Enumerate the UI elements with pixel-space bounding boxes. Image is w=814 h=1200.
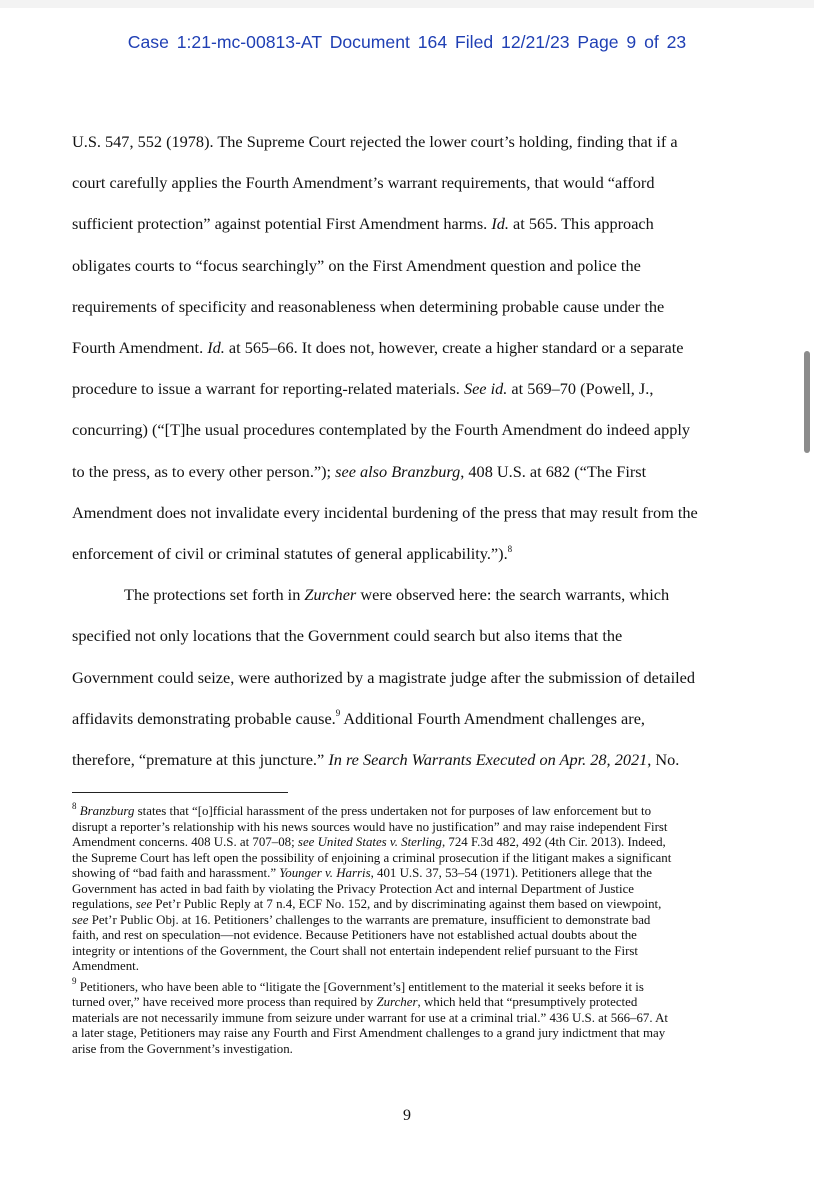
text-line: Amendment does not invalidate every incidental burdening of the press that may result from the <box>72 502 698 522</box>
text-line: requirements of specificity and reasonableness when determining probable cause under the <box>72 296 665 316</box>
text-line: specified not only locations that the Government could search but also items that the <box>72 626 623 646</box>
footnote-number: 8 <box>72 800 77 811</box>
case-header <box>0 32 814 53</box>
top-toolbar-strip <box>0 0 814 8</box>
footnote-line: a later stage, Petitioners may raise any Fourth and First Amendment challenges to a grand jury indictment that may <box>72 1026 666 1040</box>
text-line: Fourth Amendment. Id. at 565–66. It does not, however, create a higher standard or a separate <box>72 338 684 358</box>
case-number: Case 1:21-mc-00813-AT <box>127 32 322 52</box>
text-line: obligates courts to “focus searchingly” on the First Amendment question and police the <box>72 255 641 275</box>
footnote-line: Amendment. <box>72 959 139 973</box>
text-line: Government could seize, were authorized by a magistrate judge after the submission of detailed <box>72 667 695 687</box>
footnote-ref-8[interactable]: 8 <box>507 543 513 554</box>
footnote-8 <box>72 800 762 975</box>
text-line: procedure to issue a warrant for reporting-related materials. See id. at 569–70 (Powell, J., <box>72 379 654 399</box>
text-line: concurring) (“[T]he usual procedures contemplated by the Fourth Amendment do indeed apply <box>72 420 691 440</box>
page-number: 9 <box>403 1107 411 1124</box>
footnote-line: see Pet’r Public Obj. at 16. Petitioners’ challenges to the warrants are premature, insufficient to demonstrate bad <box>72 912 651 927</box>
scrollbar-thumb[interactable] <box>804 351 810 453</box>
footnote-ref-9[interactable]: 9 <box>335 708 341 719</box>
text-line: sufficient protection” against potential First Amendment harms. Id. at 565. This approach <box>72 214 654 234</box>
footnote-divider <box>72 792 288 793</box>
page-indicator: Page 9 of 23 <box>577 32 687 52</box>
footnotes-section <box>72 800 762 1062</box>
footnote-line: turned over,” have received more process than required by Zurcher, which held that “presumptively protected <box>72 995 638 1009</box>
footnote-line: showing of “bad faith and harassment.” Younger v. Harris, 401 U.S. 37, 53–54 (1971). Petitioners allege that the <box>72 866 652 880</box>
text-line: enforcement of civil or criminal statutes of general applicability.”).$^8$ <box>72 543 513 564</box>
footnote-line: arise from the Government’s investigation. <box>72 1041 293 1056</box>
document-number: Document 164 <box>329 32 448 52</box>
footnote-line: integrity or intentions of the Government, the Court shall not entertain independent relief pursuant to the First <box>72 943 638 958</box>
footnote-line: faith, and rest on speculation—not evidence. Because Petitioners have not established actual doubts about the <box>72 928 637 942</box>
footnote-line: Amendment concerns. 408 U.S. at 707–08; see United States v. Sterling, 724 F.3d 482, 492 (4th Cir. 2013). Indeed, <box>72 835 666 849</box>
footnote-line: materials are not necessarily immune from seizure under warrant for use at a criminal trial.” 436 U.S. at 566–67. At <box>72 1010 668 1025</box>
footnote-line: disrupt a reporter’s relationship with his news sources would have no justification” and may raise independent First <box>72 819 668 834</box>
text-line: The protections set forth in Zurcher were observed here: the search warrants, which <box>124 585 670 605</box>
text-line: U.S. 547, 552 (1978). The Supreme Court rejected the lower court’s holding, finding that if a <box>72 132 678 151</box>
text-line: affidavits demonstrating probable cause.$^9$ Additional Fourth Amendment challenges are, <box>72 708 646 728</box>
text-line: to the press, as to every other person.”); see also Branzburg, 408 U.S. at 682 (“The First <box>72 461 647 481</box>
footnote-number: 9 <box>72 976 77 987</box>
footnote-line: the Supreme Court has left open the possibility of enjoining a criminal prosecution if the litigant makes a significant <box>72 850 672 865</box>
footnote-9 <box>72 976 762 1058</box>
filed-date: Filed 12/21/23 <box>455 32 570 52</box>
footnote-line: $^9$ Petitioners, who have been able to “litigate the [Government’s] entitlement to the material it seeks before it is <box>72 976 644 994</box>
footnote-line: $^8$ Branzburg states that “[o]fficial harassment of the press undertaken not for purposes of law enforcement but to <box>72 800 652 818</box>
opinion-body <box>72 121 762 780</box>
text-line: therefore, “premature at this juncture.” In re Search Warrants Executed on Apr. 28, 2021, No. <box>72 750 680 770</box>
text-line: court carefully applies the Fourth Amendment’s warrant requirements, that would “afford <box>72 173 655 193</box>
footnote-line: regulations, see Pet’r Public Reply at 7 n.4, ECF No. 152, and by discriminating against them based on viewpoint, <box>72 897 662 911</box>
footnote-line: Government has acted in bad faith by violating the Privacy Protection Act and internal Department of Justice <box>72 881 635 896</box>
